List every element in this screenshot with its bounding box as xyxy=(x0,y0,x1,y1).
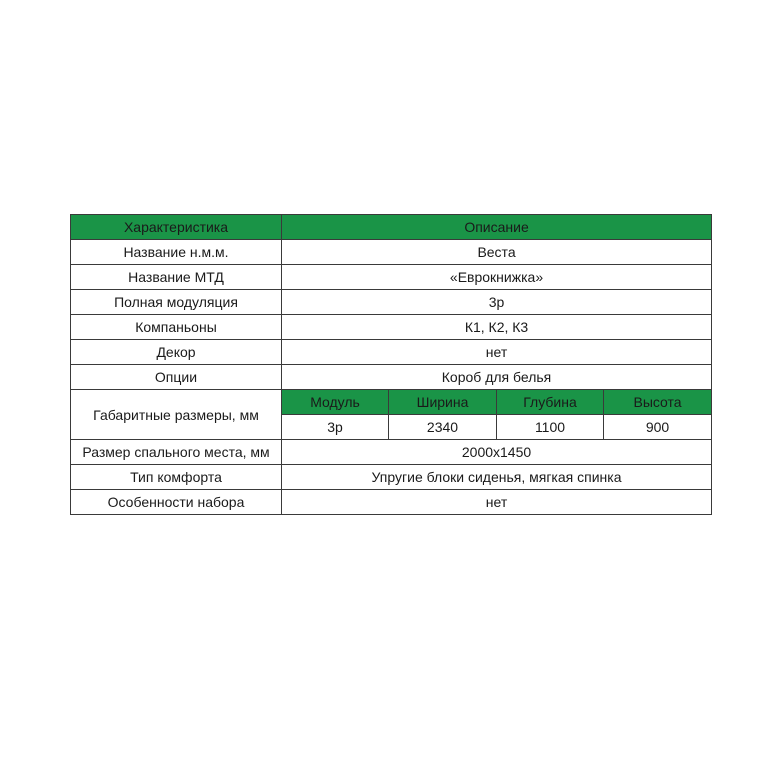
row-value: 2000х1450 xyxy=(282,440,712,465)
table-row xyxy=(71,490,712,515)
dimensions-header-module: Модуль xyxy=(282,390,389,415)
table-row xyxy=(71,465,712,490)
row-value: нет xyxy=(282,490,712,515)
header-description: Описание xyxy=(282,215,712,240)
row-label: Опции xyxy=(71,365,282,390)
row-value: Короб для белья xyxy=(282,365,712,390)
table-row xyxy=(71,290,712,315)
table-row xyxy=(71,365,712,390)
dimensions-header-height: Высота xyxy=(604,390,712,415)
dimensions-label: Габаритные размеры, мм xyxy=(71,390,282,440)
table-row xyxy=(71,240,712,265)
table-row xyxy=(71,265,712,290)
row-label: Размер спального места, мм xyxy=(71,440,282,465)
row-label: Название МТД xyxy=(71,265,282,290)
row-value: Упругие блоки сиденья, мягкая спинка xyxy=(282,465,712,490)
table-row xyxy=(71,340,712,365)
specification-table xyxy=(70,214,712,515)
row-label: Название н.м.м. xyxy=(71,240,282,265)
dimensions-value-module: 3р xyxy=(282,415,389,440)
row-value: «Еврокнижка» xyxy=(282,265,712,290)
row-value: К1, К2, К3 xyxy=(282,315,712,340)
row-label: Компаньоны xyxy=(71,315,282,340)
row-label: Полная модуляция xyxy=(71,290,282,315)
row-value: нет xyxy=(282,340,712,365)
dimensions-header-width: Ширина xyxy=(389,390,497,415)
row-label: Тип комфорта xyxy=(71,465,282,490)
dimensions-header-depth: Глубина xyxy=(497,390,604,415)
dimensions-header-row xyxy=(71,390,712,415)
row-value: 3р xyxy=(282,290,712,315)
dimensions-value-width: 2340 xyxy=(389,415,497,440)
table-row xyxy=(71,440,712,465)
table-header-row xyxy=(71,215,712,240)
dimensions-value-depth: 1100 xyxy=(497,415,604,440)
header-characteristic: Характеристика xyxy=(71,215,282,240)
table-row xyxy=(71,315,712,340)
row-label: Декор xyxy=(71,340,282,365)
dimensions-value-height: 900 xyxy=(604,415,712,440)
row-value: Веста xyxy=(282,240,712,265)
row-label: Особенности набора xyxy=(71,490,282,515)
